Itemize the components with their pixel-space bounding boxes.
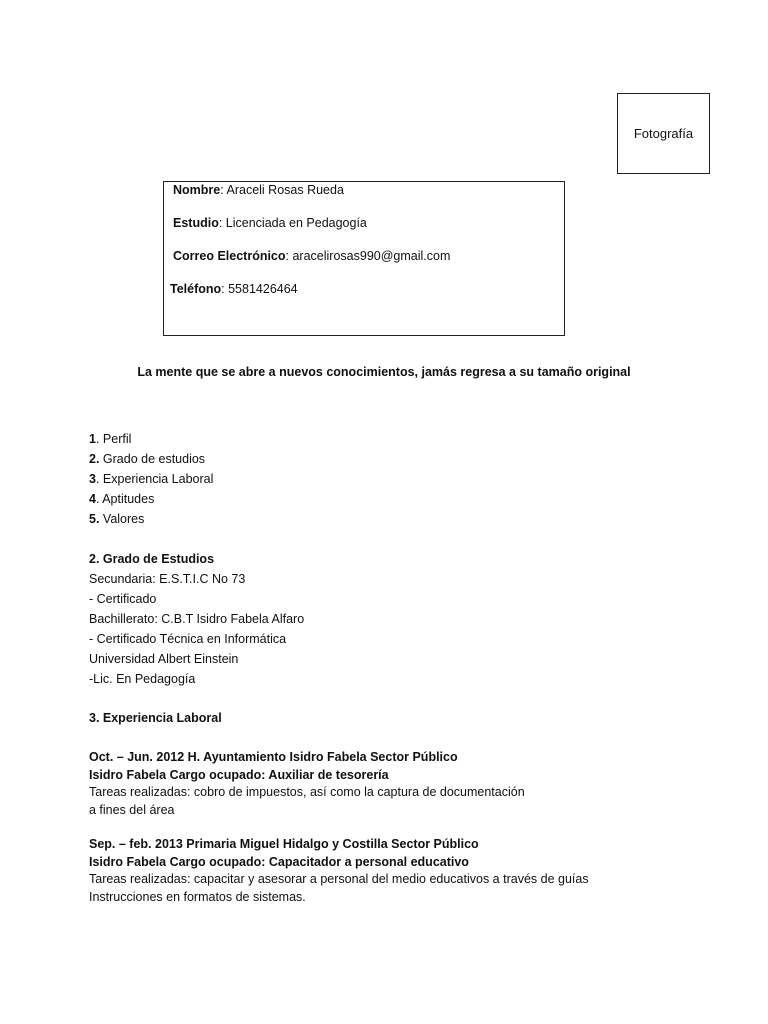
studies-line: - Certificado Técnica en Informática <box>89 632 287 646</box>
photo-placeholder <box>617 93 710 174</box>
studies-heading: 2. Grado de Estudios <box>89 552 215 566</box>
motto-quote: La mente que se abre a nuevos conocimientos, jamás regresa a su tamaño original <box>137 365 631 379</box>
email-line <box>173 249 450 263</box>
studies-line: Universidad Albert Einstein <box>89 652 239 666</box>
studies-line: Bachillerato: C.B.T Isidro Fabela Alfaro <box>89 612 305 626</box>
phone-label: Teléfono <box>170 282 222 296</box>
name-value: : Araceli Rosas Rueda <box>220 183 344 197</box>
index-item: 1. Perfil <box>89 432 132 446</box>
job-position: Isidro Fabela Cargo ocupado: Capacitador a personal educativo <box>89 854 469 869</box>
index-item: 5. Valores <box>89 512 145 526</box>
contact-info-box <box>163 181 565 336</box>
index-item: 2. Grado de estudios <box>89 452 206 466</box>
job-tasks: Tareas realizadas: capacitar y asesorar a personal del medio educativos a través de guías <box>89 872 589 886</box>
name-line <box>173 183 344 197</box>
index-item: 4. Aptitudes <box>89 492 155 506</box>
email-label: Correo Electrónico <box>173 249 286 263</box>
photo-label: Fotografía <box>633 126 694 141</box>
job-period-employer: Sep. – feb. 2013 Primaria Miguel Hidalgo y Costilla Sector Público <box>89 837 479 851</box>
experience-heading: 3. Experiencia Laboral <box>89 711 222 725</box>
job-entry <box>89 836 589 906</box>
phone-line <box>170 282 298 296</box>
study-label: Estudio <box>173 216 219 230</box>
job-tasks-cont: Instrucciones en formatos de sistemas. <box>89 889 306 904</box>
job-position: Isidro Fabela Cargo ocupado: Auxiliar de tesorería <box>89 767 389 782</box>
job-period-employer: Oct. – Jun. 2012 H. Ayuntamiento Isidro Fabela Sector Público <box>89 750 458 764</box>
section-index <box>89 429 213 529</box>
job-tasks-cont: a fines del área <box>89 802 175 817</box>
job-tasks: Tareas realizadas: cobro de impuestos, así como la captura de documentación <box>89 785 525 799</box>
studies-line: -Lic. En Pedagogía <box>89 672 196 686</box>
name-label: Nombre <box>173 183 221 197</box>
study-line <box>173 216 367 230</box>
studies-line: Secundaria: E.S.T.I.C No 73 <box>89 572 246 586</box>
studies-section <box>89 549 304 689</box>
index-item: 3. Experiencia Laboral <box>89 472 214 486</box>
studies-line: - Certificado <box>89 592 157 606</box>
email-value: : aracelirosas990@gmail.com <box>285 249 451 263</box>
study-value: : Licenciada en Pedagogía <box>218 216 367 230</box>
phone-value: : 5581426464 <box>221 282 298 296</box>
job-entry <box>89 749 525 819</box>
